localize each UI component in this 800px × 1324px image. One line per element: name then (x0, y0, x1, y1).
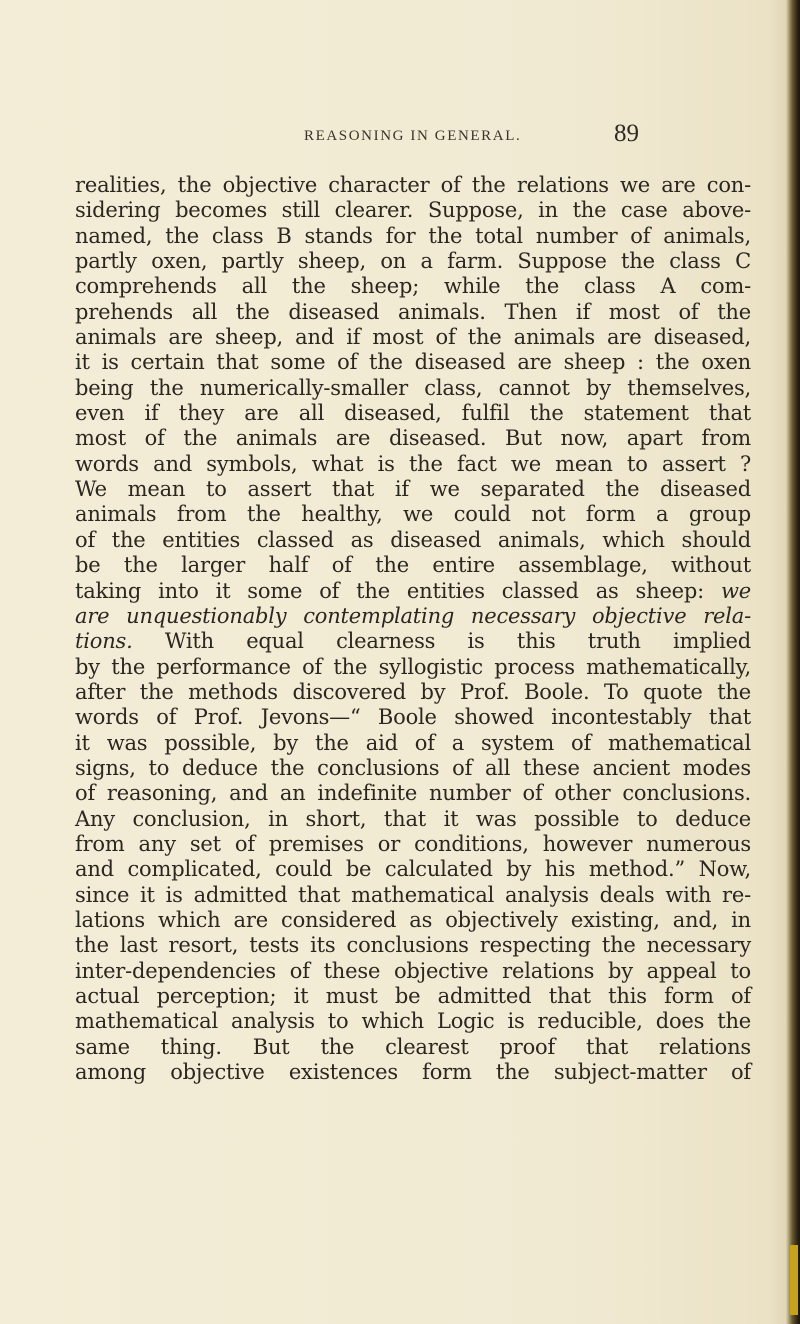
text-line: named, the class B stands for the total number of animals, (75, 223, 751, 248)
text-line: sidering becomes still clearer. Suppose, in the case above- (75, 198, 751, 223)
text-line: by the performance of the syllogistic process mathematically, (75, 654, 751, 679)
text-line: comprehends all the sheep; while the class A com- (75, 274, 751, 299)
text-line: it was possible, by the aid of a system of mathematical (75, 730, 751, 755)
text-line: animals from the healthy, we could not form a group (75, 502, 751, 527)
edge-mark (790, 1245, 798, 1315)
text-line: realities, the objective character of the relations we are con- (75, 173, 751, 197)
body-paragraph (75, 173, 751, 1085)
text-line: We mean to assert that if we separated the diseased (75, 477, 751, 502)
text-line-italic: are unquestionably contemplating necessary objective rela- (75, 603, 751, 628)
text-line: Any conclusion, in short, that it was possible to deduce (75, 806, 751, 831)
text-line: after the methods discovered by Prof. Boole. To quote the (75, 679, 751, 704)
text-line: signs, to deduce the conclusions of all these ancient modes (75, 755, 751, 780)
text-line: the last resort, tests its conclusions respecting the necessary (75, 933, 751, 958)
text-line: being the numerically-smaller class, cannot by themselves, (75, 375, 751, 400)
text-line: from any set of premises or conditions, however numerous (75, 831, 751, 856)
text-line: animals are sheep, and if most of the animals are diseased, (75, 325, 751, 350)
text-line: same thing. But the clearest proof that relations (75, 1034, 751, 1059)
text-line: even if they are all diseased, fulfil the statement that (75, 401, 751, 426)
text-line: most of the animals are diseased. But now, apart from (75, 426, 751, 451)
text-line: prehends all the diseased animals. Then if most of the (75, 299, 751, 324)
text-line-roman: taking into it some of the entities classed as sheep: (75, 578, 721, 603)
page-number: 89 (614, 120, 639, 147)
text-line (75, 629, 751, 654)
text-line-italic: tions. (75, 629, 133, 654)
text-line: partly oxen, partly sheep, on a farm. Suppose the class C (75, 249, 751, 274)
text-line: be the larger half of the entire assemblage, without (75, 553, 751, 578)
text-line: it is certain that some of the diseased are sheep : the oxen (75, 350, 751, 375)
text-line-italic: we (720, 578, 751, 603)
text-line: mathematical analysis to which Logic is reducible, does the (75, 1009, 751, 1034)
text-line: lations which are considered as objectively existing, and, in (75, 907, 751, 932)
text-line-roman: With equal clearness is this truth implied (132, 629, 751, 654)
text-line: actual perception; it must be admitted that this form of (75, 984, 751, 1008)
page-header (0, 118, 800, 158)
text-line: of reasoning, and an indefinite number of other conclusions. (75, 781, 751, 806)
running-head: REASONING IN GENERAL. (304, 128, 522, 144)
text-line: and complicated, could be calculated by his method.” Now, (75, 857, 751, 882)
text-line: since it is admitted that mathematical analysis deals with re- (75, 882, 751, 907)
text-line: among objective existences form the subject-matter of (75, 1060, 751, 1085)
text-line: words of Prof. Jevons—“ Boole showed incontestably that (75, 705, 751, 730)
page-edge-shadow (786, 0, 800, 1324)
text-line: words and symbols, what is the fact we mean to assert ? (75, 451, 751, 476)
text-line: of the entities classed as diseased animals, which should (75, 527, 751, 552)
text-line: inter-dependencies of these objective relations by appeal to (75, 958, 751, 983)
text-line (75, 604, 751, 629)
text-line (75, 579, 751, 604)
